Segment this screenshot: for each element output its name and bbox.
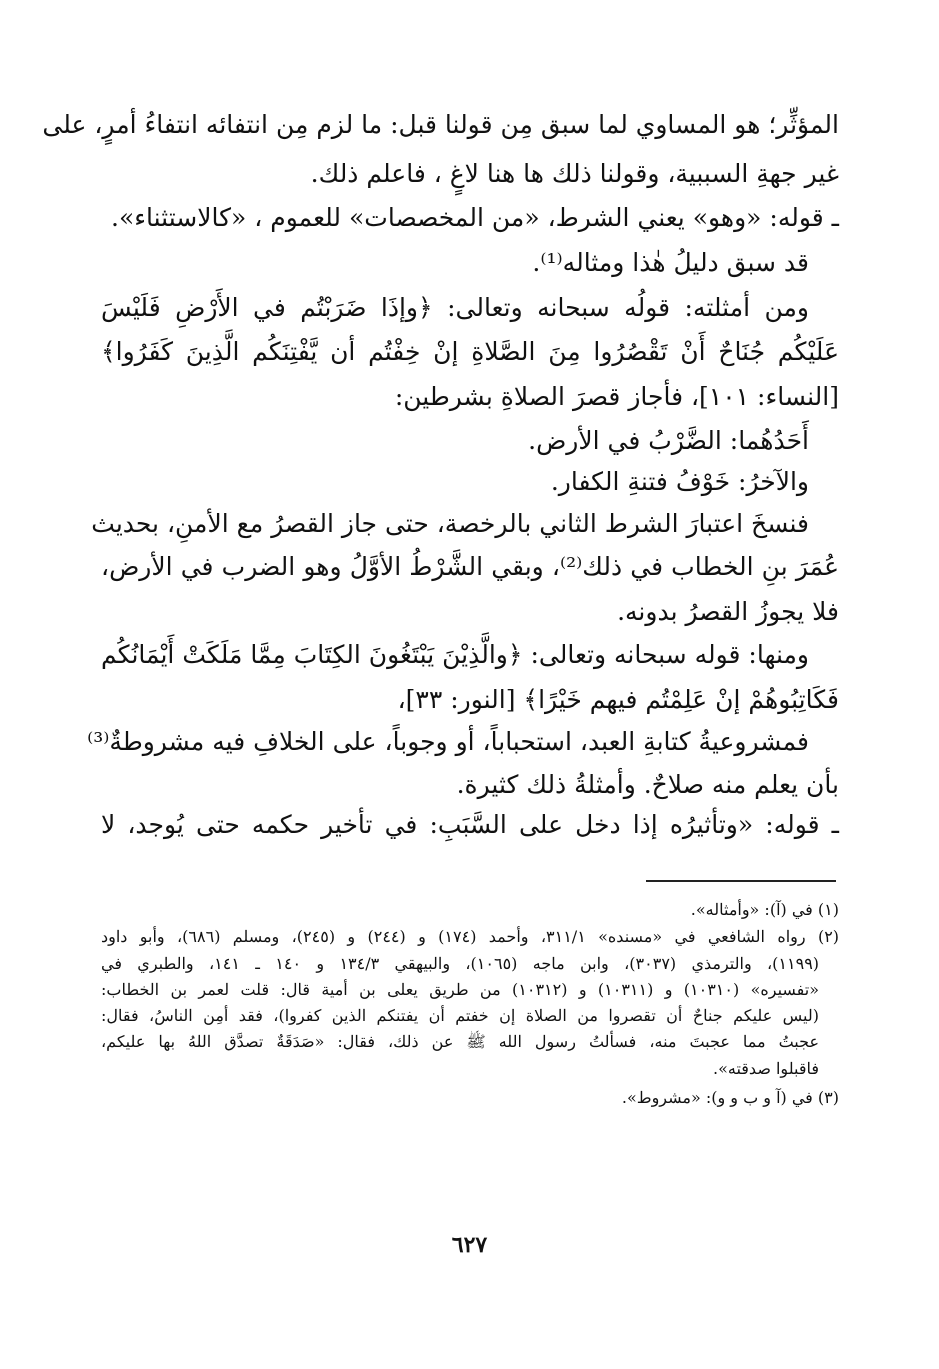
body-line-16: بأن يعلم منه صلاحٌ. وأمثلةُ ذلك كثيرة. bbox=[456, 770, 839, 799]
body-line-7: [النساء: ١٠١]، فأجاز قصرَ الصلاةِ بشرطين: bbox=[394, 382, 839, 411]
body-line-15: فمشروعيةُ كتابةِ العبد، استحباباً، أو وجوباً، على الخلافِ فيه مشروطةٌ⁽³⁾ bbox=[87, 727, 809, 756]
body-line-8: أَحَدُهُما: الضَّرْبُ في الأرض. bbox=[528, 426, 809, 455]
body-line-4: قد سبق دليلُ هٰذا ومثاله⁽¹⁾. bbox=[532, 248, 809, 277]
footnote-2-line-6: فاقبلوا صدقته». bbox=[712, 1059, 819, 1078]
body-line-17: ـ قوله: «وتأثيرُه إذا دخل على السَّبَبِ: في تأخير حكمه حتى يُوجد، لا bbox=[101, 810, 839, 839]
body-line-5: ومن أمثلته: قولُه سبحانه وتعالى: ﴿وإذَا ضَرَبْتُم في الأَرْضِ فَلَيْسَ bbox=[101, 293, 809, 322]
footnote-2-line-2: (١١٩٩)، والترمذي (٣٠٣٧)، وابن ماجه (١٠٦٥)، والبيهقي ١٣٤/٣ و ١٤٠ ـ ١٤١، والطبري في bbox=[101, 954, 820, 973]
page-number: ٦٢٧ bbox=[451, 1232, 488, 1258]
body-line-1: المؤثِّر؛ هو المساوي لما سبق مِن قولنا قبل: ما لزم مِن انتفائه انتفاءُ أمرٍ، على bbox=[42, 110, 839, 139]
footnote-2-line-4: (ليس عليكم جناحٌ أن تقصروا من الصلاة إن خفتم أن يفتنكم الذين كفروا)، فقد أمِن الناسُ، فقال: bbox=[101, 1006, 819, 1025]
footnote-2-line-1: (٢) رواه الشافعي في «مسنده» ٣١١/١، وأحمد (١٧٤) و (٢٤٤) و (٢٤٥)، ومسلم (٦٨٦)، وأبو داود bbox=[101, 927, 840, 946]
body-line-13: ومنها: قوله سبحانه وتعالى: ﴿والَّذِيْنَ يَبْتَغُونَ الكِتَابَ مِمَّا مَلَكَتْ أَيْمَانُكُم bbox=[101, 640, 809, 669]
body-line-10: فنسخَ اعتبارَ الشرط الثاني بالرخصة، حتى جاز القصرُ مع الأمنِ، بحديث bbox=[91, 509, 809, 538]
body-line-3: ـ قوله: «وهو» يعني الشرط، «من المخصصات» للعموم ، «كالاستثناء». bbox=[111, 203, 839, 232]
footnote-1: (١) في (آ): «وأمثاله». bbox=[690, 900, 839, 919]
footnote-3: (٣) في (آ و ب و و): «مشروط». bbox=[621, 1088, 839, 1107]
footnote-2-line-3: «تفسيره» (١٠٣١٠) و (١٠٣١١) و (١٠٣١٢) من طريق يعلى بن أمية قال: قلت لعمر بن الخطاب: bbox=[101, 980, 820, 999]
body-line-14: فَكَاتِبُوهُمْ إنْ عَلِمْتُم فيهم خَيْرًا﴾ [النور: ٣٣]، bbox=[397, 685, 839, 714]
body-line-2: غير جهةِ السببية، وقولنا ذلك ها هنا لاغٍ ، فاعلم ذلك. bbox=[310, 159, 839, 188]
footnote-2-line-5: عجبتُ مما عجبتَ منه، فسألتُ رسول الله ﷺ عن ذلك، فقال: «صَدَقَةٌ تصدَّق اللهُ بها عليكم، bbox=[101, 1032, 819, 1051]
body-line-6: عَلَيْكُم جُنَاحٌ أَنْ تَقْصُرُوا مِنَ الصَّلاةِ إنْ خِفْتُم أن يَّفْتِنَكُم الَّذِينَ كَفَرُوا﴾ bbox=[101, 337, 839, 366]
footnote-separator bbox=[646, 880, 836, 882]
body-line-12: فلا يجوزُ القصرُ بدونه. bbox=[617, 597, 839, 626]
body-line-9: والآخرُ: خَوْفُ فتنةِ الكفار. bbox=[550, 467, 809, 496]
body-line-11: عُمَرَ بنِ الخطاب في ذلك⁽²⁾، وبقي الشَّرْطُ الأوَّلُ وهو الضرب في الأرض، bbox=[101, 552, 839, 581]
